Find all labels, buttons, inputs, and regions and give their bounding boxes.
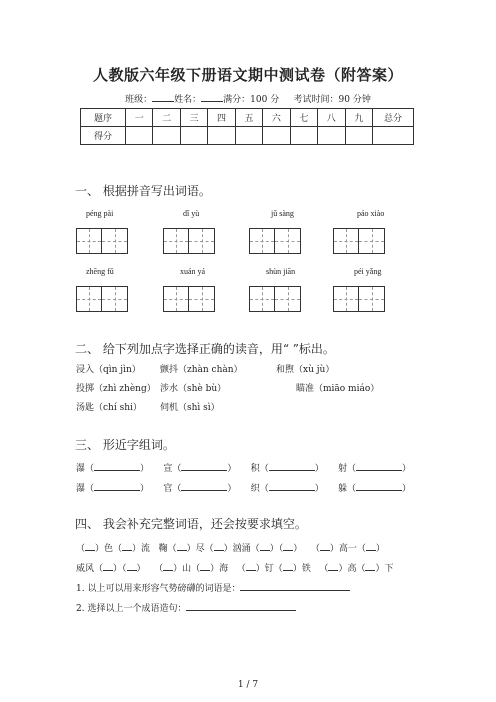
idiom-text: （ bbox=[310, 544, 320, 554]
answer-blank[interactable] bbox=[186, 601, 296, 611]
close-paren: ） bbox=[227, 484, 237, 494]
writing-box[interactable] bbox=[275, 286, 301, 312]
answer-blank[interactable] bbox=[366, 541, 376, 551]
score-header-cell: 总分 bbox=[373, 109, 414, 127]
idiom-text: ） bbox=[136, 564, 146, 574]
full-score: 满分：100 分 bbox=[223, 95, 280, 105]
score-header-cell: 八 bbox=[318, 109, 345, 127]
score-header-cell: 五 bbox=[235, 109, 262, 127]
section2-title: 二、 给下列加点字选择正确的读音，用“ ”标出。 bbox=[75, 342, 335, 356]
answer-blank[interactable] bbox=[122, 541, 132, 551]
answer-blank[interactable] bbox=[94, 481, 140, 491]
section1-title: 一、 根据拼音写出词语。 bbox=[75, 184, 211, 198]
char-prompt: 积（ bbox=[250, 464, 269, 474]
idiom-text: ）（ bbox=[113, 564, 127, 574]
idiom-text: （ bbox=[236, 564, 246, 574]
exam-info bbox=[0, 92, 496, 105]
reading-item[interactable]: 浸入（qìn jìn） bbox=[76, 365, 141, 375]
char-prompt: 织（ bbox=[250, 484, 269, 494]
writing-box[interactable] bbox=[163, 286, 189, 312]
idiom-row bbox=[76, 541, 385, 554]
writing-box[interactable] bbox=[189, 228, 215, 254]
score-cell[interactable] bbox=[126, 127, 153, 145]
close-paren: ） bbox=[140, 464, 150, 474]
score-row-label: 得分 bbox=[81, 127, 126, 145]
answer-blank[interactable] bbox=[356, 481, 402, 491]
answer-blank[interactable] bbox=[320, 541, 330, 551]
answer-blank[interactable] bbox=[365, 561, 375, 571]
idiom-row bbox=[76, 561, 393, 574]
writing-box-group bbox=[163, 228, 215, 254]
section4-title: 四、 我会补充完整词语，还会按要求填空。 bbox=[75, 517, 307, 531]
score-table-row bbox=[81, 127, 414, 145]
score-table bbox=[80, 108, 414, 145]
score-header-cell: 四 bbox=[208, 109, 235, 127]
char-prompt: 瀑（ bbox=[76, 484, 95, 494]
score-cell[interactable] bbox=[318, 127, 345, 145]
score-cell[interactable] bbox=[290, 127, 317, 145]
idiom-text: ）海 bbox=[210, 564, 229, 574]
score-header-cell: 六 bbox=[263, 109, 290, 127]
writing-box-group bbox=[333, 228, 385, 254]
answer-blank[interactable] bbox=[181, 481, 227, 491]
writing-box[interactable] bbox=[333, 228, 359, 254]
answer-blank[interactable] bbox=[269, 461, 315, 471]
reading-item[interactable]: 汤匙（chí shi） bbox=[76, 403, 142, 413]
score-header-cell: 九 bbox=[345, 109, 373, 127]
close-paren: ） bbox=[314, 464, 324, 474]
writing-box[interactable] bbox=[76, 286, 102, 312]
answer-blank[interactable] bbox=[177, 541, 187, 551]
page-number: 1 / 7 bbox=[237, 680, 259, 690]
answer-blank[interactable] bbox=[94, 461, 140, 471]
pinyin: dǐ yù bbox=[183, 209, 200, 218]
idiom-text: （ bbox=[76, 544, 86, 554]
reading-item[interactable]: 和煦（xù jù） bbox=[276, 365, 335, 375]
answer-blank[interactable] bbox=[240, 581, 350, 591]
answer-blank[interactable] bbox=[127, 561, 137, 571]
close-paren: ） bbox=[140, 484, 150, 494]
writing-box[interactable] bbox=[189, 286, 215, 312]
idiom-text: ）钉（ bbox=[255, 564, 283, 574]
name-label: 姓名： bbox=[174, 95, 202, 105]
pinyin: páo xiào bbox=[357, 209, 385, 218]
pinyin: shùn jiān bbox=[266, 267, 296, 276]
writing-box-group bbox=[76, 228, 128, 254]
writing-box[interactable] bbox=[359, 228, 385, 254]
pinyin: zhēng fǔ bbox=[86, 267, 114, 276]
score-header-cell: 一 bbox=[126, 109, 153, 127]
score-cell[interactable] bbox=[208, 127, 235, 145]
pinyin: xuán yá bbox=[180, 267, 206, 276]
idiom-text: （ bbox=[319, 564, 329, 574]
writing-box[interactable] bbox=[102, 286, 128, 312]
answer-blank[interactable] bbox=[328, 561, 338, 571]
name-blank bbox=[201, 92, 223, 102]
page-title: 人教版六年级下册语文期中测试卷（附答案） bbox=[92, 66, 403, 84]
close-paren: ） bbox=[314, 484, 324, 494]
idiom-text: ）汹涌（ bbox=[223, 544, 260, 554]
close-paren: ） bbox=[402, 484, 412, 494]
idiom-text: 鞠（ bbox=[158, 544, 177, 554]
word-group-row bbox=[76, 481, 411, 494]
answer-blank[interactable] bbox=[283, 561, 293, 571]
reading-item[interactable]: 瞄准（miāo miáo） bbox=[296, 384, 380, 394]
answer-blank[interactable] bbox=[85, 541, 95, 551]
score-cell[interactable] bbox=[153, 127, 180, 145]
idiom-text: （ bbox=[154, 564, 164, 574]
char-prompt: 躲（ bbox=[338, 484, 357, 494]
score-cell[interactable] bbox=[235, 127, 262, 145]
idiom-text: ）色（ bbox=[95, 544, 123, 554]
question-text: 2. 选择以上一个成语造句： bbox=[76, 604, 187, 614]
writing-box[interactable] bbox=[163, 228, 189, 254]
question-1 bbox=[76, 581, 350, 594]
idiom-text: ）高（ bbox=[338, 564, 366, 574]
answer-blank[interactable] bbox=[181, 461, 227, 471]
answer-blank[interactable] bbox=[246, 561, 256, 571]
score-header-cell: 七 bbox=[290, 109, 317, 127]
idiom-text: 威风（ bbox=[76, 564, 104, 574]
char-prompt: 官（ bbox=[163, 484, 182, 494]
reading-item[interactable]: 伺机（shì sì） bbox=[160, 403, 220, 413]
section3-title: 三、 形近字组词。 bbox=[75, 438, 175, 452]
answer-blank[interactable] bbox=[356, 461, 402, 471]
score-header-cell: 三 bbox=[180, 109, 207, 127]
writing-box[interactable] bbox=[249, 286, 275, 312]
exam-time: 考试时间：90 分钟 bbox=[293, 95, 371, 105]
score-table-header-row bbox=[81, 109, 414, 127]
answer-blank[interactable] bbox=[260, 541, 270, 551]
question-text: 1. 以上可以用来形容气势磅礴的词语是： bbox=[76, 584, 241, 594]
idiom-text: ）山（ bbox=[173, 564, 201, 574]
idiom-text: ） bbox=[375, 544, 385, 554]
idiom-text: ）下 bbox=[375, 564, 394, 574]
writing-box-group bbox=[76, 286, 128, 312]
answer-blank[interactable] bbox=[214, 541, 224, 551]
score-cell[interactable] bbox=[345, 127, 373, 145]
writing-box[interactable] bbox=[102, 228, 128, 254]
close-paren: ） bbox=[402, 464, 412, 474]
idiom-text: ）尽（ bbox=[186, 544, 214, 554]
idiom-text: ）（ bbox=[269, 544, 284, 554]
writing-box-group bbox=[249, 286, 301, 312]
answer-blank[interactable] bbox=[269, 481, 315, 491]
score-header-cell: 二 bbox=[153, 109, 180, 127]
writing-box[interactable] bbox=[359, 286, 385, 312]
reading-item[interactable]: 投掷（zhì zhèng） bbox=[76, 384, 156, 394]
reading-item[interactable]: 颤抖（zhàn chàn） bbox=[160, 365, 243, 375]
idiom-text: ）高一（ bbox=[329, 544, 366, 554]
pinyin: péi yǎng bbox=[354, 267, 382, 276]
score-header-cell: 题序 bbox=[81, 109, 126, 127]
close-paren: ） bbox=[227, 464, 237, 474]
writing-box[interactable] bbox=[333, 286, 359, 312]
class-blank bbox=[152, 92, 174, 102]
char-prompt: 瀑（ bbox=[76, 464, 95, 474]
idiom-text: ） bbox=[293, 544, 303, 554]
score-cell[interactable] bbox=[263, 127, 290, 145]
pinyin: péng pài bbox=[86, 209, 114, 218]
idiom-text: ）铁 bbox=[292, 564, 311, 574]
char-prompt: 宣（ bbox=[163, 464, 182, 474]
answer-blank[interactable] bbox=[163, 561, 173, 571]
class-label: 班级： bbox=[125, 95, 153, 105]
char-prompt: 射（ bbox=[338, 464, 357, 474]
writing-box-group bbox=[249, 228, 301, 254]
pinyin: jǔ sàng bbox=[271, 209, 294, 218]
answer-blank[interactable] bbox=[200, 561, 210, 571]
idiom-text: ）流 bbox=[132, 544, 151, 554]
word-group-row bbox=[76, 461, 411, 474]
reading-item[interactable]: 涉水（shè bù） bbox=[160, 384, 227, 394]
answer-blank[interactable] bbox=[283, 541, 293, 551]
writing-box[interactable] bbox=[76, 228, 102, 254]
score-cell[interactable] bbox=[373, 127, 414, 145]
question-2 bbox=[76, 601, 296, 614]
writing-box-group bbox=[163, 286, 215, 312]
writing-box[interactable] bbox=[275, 228, 301, 254]
answer-blank[interactable] bbox=[103, 561, 113, 571]
writing-box[interactable] bbox=[249, 228, 275, 254]
score-cell[interactable] bbox=[180, 127, 207, 145]
writing-box-group bbox=[333, 286, 385, 312]
